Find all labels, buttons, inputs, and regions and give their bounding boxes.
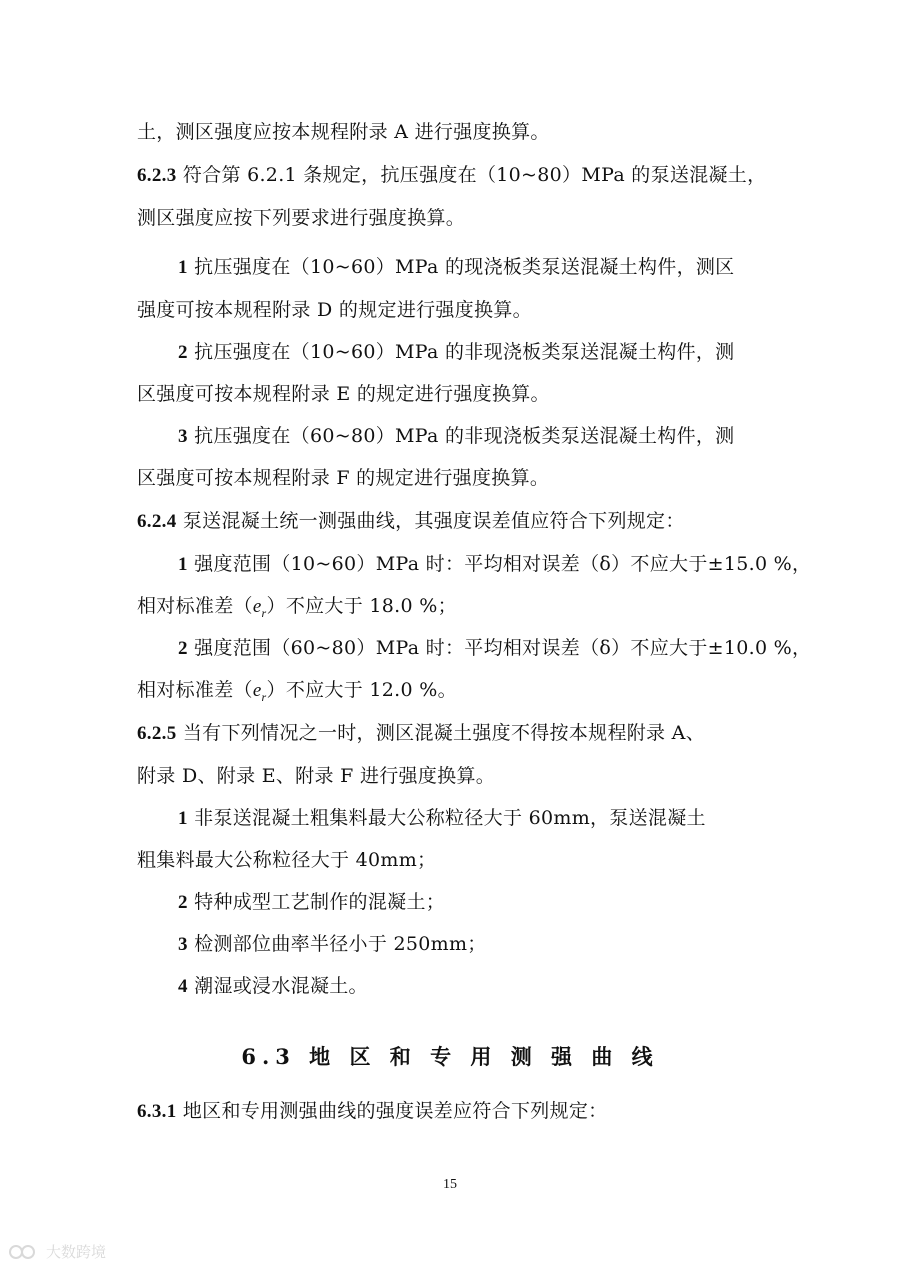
page-number: 15 xyxy=(443,1177,457,1192)
text-line: 附录 D、附录 E、附录 F 进行强度换算。 xyxy=(137,765,496,787)
clause-6-2-5: 6.2.5 当有下列情况之一时，测区混凝土强度不得按本规程附录 A、 xyxy=(137,722,706,744)
clause-6-2-4: 6.2.4 泵送混凝土统一测强曲线，其强度误差值应符合下列规定： xyxy=(137,510,685,532)
list-item: 1 强度范围（10~60）MPa 时：平均相对误差（δ）不应大于±15.0 %， xyxy=(178,553,812,575)
text-line: 区强度可按本规程附录 E 的规定进行强度换算。 xyxy=(137,383,550,405)
list-item: 4 潮湿或浸水混凝土。 xyxy=(178,975,368,997)
text-line: 测区强度应按下列要求进行强度换算。 xyxy=(137,207,466,229)
text-line: 土，测区强度应按本规程附录 A 进行强度换算。 xyxy=(137,121,550,143)
watermark-logo-icon xyxy=(8,1242,40,1262)
clause-6-3-1: 6.3.1 地区和专用测强曲线的强度误差应符合下列规定： xyxy=(137,1100,608,1122)
list-item: 2 特种成型工艺制作的混凝土； xyxy=(178,891,446,913)
list-item: 2 强度范围（60~80）MPa 时：平均相对误差（δ）不应大于±10.0 %， xyxy=(178,637,812,659)
text-line: 相对标准差$(e_r)$不应大于 18.0 %； xyxy=(137,595,457,620)
list-item: 2 抗压强度在（10~60）MPa 的非现浇板类泵送混凝土构件，测 xyxy=(178,341,735,363)
clause-number: 6.2.3 xyxy=(137,165,177,186)
text-line: 粗集料最大公称粒径大于 40mm； xyxy=(137,849,437,871)
text-line: 区强度可按本规程附录 F 的规定进行强度换算。 xyxy=(137,467,550,489)
section-heading: 6.3 地 区 和 专 用 测 强 曲 线 xyxy=(241,1044,659,1069)
watermark xyxy=(8,1241,106,1262)
clause-6-2-3 xyxy=(137,162,766,189)
list-item: 3 抗压强度在（60~80）MPa 的非现浇板类泵送混凝土构件，测 xyxy=(178,425,735,447)
clause-text: 符合第 6.2.1 条规定，抗压强度在（10~80）MPa 的泵送混凝土， xyxy=(182,164,767,186)
list-item: 1 抗压强度在（10~60）MPa 的现浇板类泵送混凝土构件，测区 xyxy=(178,256,735,278)
text-line: 相对标准差$(e_r)$不应大于 12.0 %。 xyxy=(137,679,457,704)
watermark-text: 大数跨境 xyxy=(46,1243,107,1261)
list-item: 1 非泵送混凝土粗集料最大公称粒径大于 60mm，泵送混凝土 xyxy=(178,807,706,829)
list-item: 3 检测部位曲率半径小于 250mm； xyxy=(178,933,487,955)
text-line: 强度可按本规程附录 D 的规定进行强度换算。 xyxy=(137,299,532,321)
